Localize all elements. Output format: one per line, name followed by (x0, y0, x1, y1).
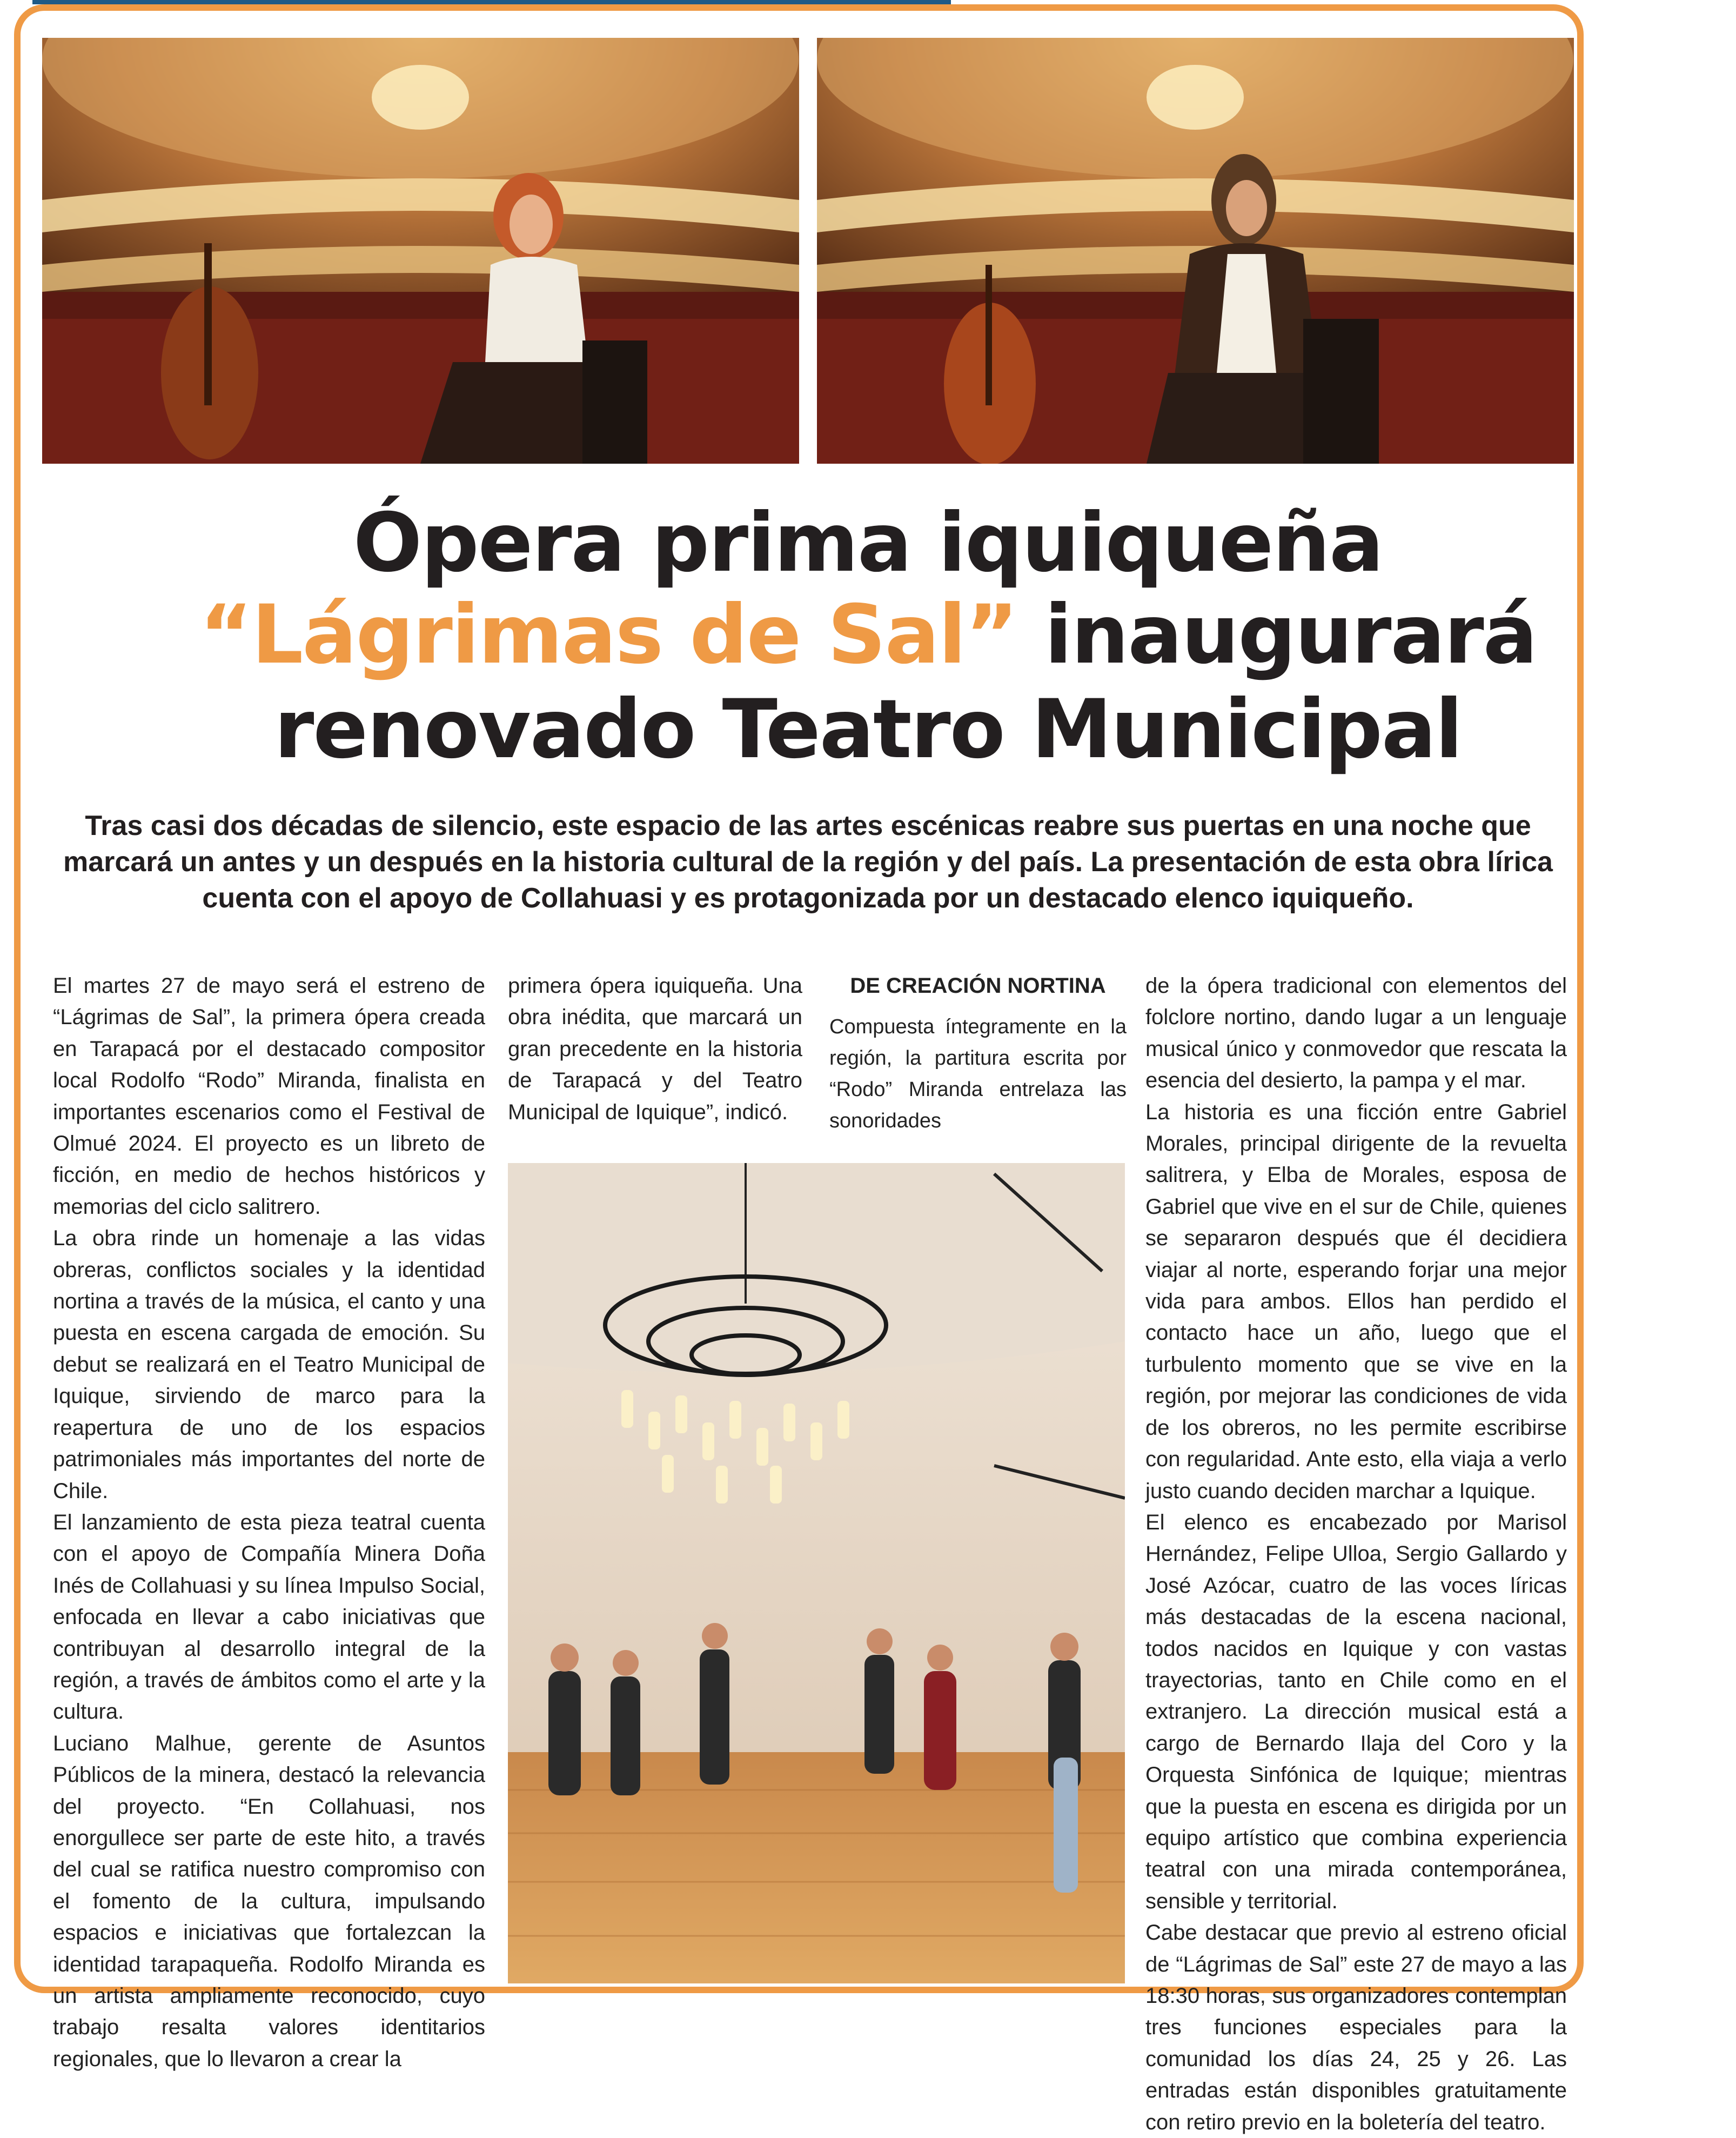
headline-line-1: Ópera prima iquiqueña (353, 496, 1383, 590)
paragraph: Luciano Malhue, gerente de Asuntos Públicos de la minera, destacó la relevancia del proyecto. “En Collahuasi, nos enorgullece ser parte de este hito, a través del cual se ratifica nuestro compromiso con el fomento de la cultura, impulsando espacios e iniciativas que fortalezcan la identidad tarapaqueña. Rodolfo Miranda es un artista ampliamente reconocido, cuyo trabajo resalta valores identitarios regionales, que lo llevaron a crear la (53, 1731, 485, 2071)
headline-line-3: renovado Teatro Municipal (274, 683, 1462, 777)
paragraph: El martes 27 de mayo será el estreno de “Lágrimas de Sal”, la primera ópera creada en Tarapacá por el destacado compositor local Rodolfo “Rodo” Miranda, finalista en importantes escenarios como el Festival de Olmué 2024. El proyecto es un libreto de ficción, en medio de hechos históricos y memorias del ciclo salitrero. (53, 974, 485, 1219)
headline-line-2 (32, 588, 1704, 682)
top-rule (32, 0, 951, 4)
paragraph: La historia es una ficción entre Gabriel Morales, principal dirigente de la revuelta salitrera, y Elba de Morales, esposa de Gabriel que vive en el sur de Chile, quienes se separaron después que él decidiera viajar al norte, esperando forjar una mejor vida para ambos. Ellos han perdido el contacto hace un año, luego que el turbulento momento que se vive en la región, por mejorar las condiciones de vida de los obreros, no les permite escribirse con regularidad. Ante esto, ella viaja a verlo justo cuando deciden marchar a Iquique. (1145, 1100, 1567, 1503)
headline-line-2-rest: inaugurará (1017, 588, 1537, 682)
paragraph: El elenco es encabezado por Marisol Hernández, Felipe Ulloa, Sergio Gallardo y José Azócar, cuatro de las voces líricas más destacadas de la escena nacional, todos nacidos en Iquique y con vastas trayectorias, tanto en Chile como en el extranjero. La dirección musical está a cargo de Bernardo Ilaja del Coro y la Orquesta Sinfónica de Iquique; mientras que la puesta en escena es dirigida por un equipo artístico que combina experiencia teatral con una mirada contemporánea, sensible y territorial. (1145, 1510, 1567, 1913)
paragraph: de la ópera tradicional con elementos del folclore nortino, dando lugar a un lenguaje musical único y conmovedor que rescata la esencia del desierto, la pampa y el mar. (1145, 974, 1567, 1093)
paragraph: Cabe destacar que previo al estreno oficial de “Lágrimas de Sal” este 27 de mayo a las 18:30 horas, sus organizadores contemplan tres funciones especiales para la comunidad los días 24, 25 y 26. Las entradas están disponibles gratuitamente con retiro previo en la boletería del teatro. (1145, 1921, 1567, 2134)
lead-paragraph: Tras casi dos décadas de silencio, este espacio de las artes escénicas reabre sus puertas en una noche que marcará un antes y un después en la historia cultural de la región y del país. La presentación de esta obra lírica cuenta con el apoyo de Collahuasi y es protagonizada por un destacado elenco iquiqueño. (63, 810, 1553, 914)
article-column-3 (829, 970, 1127, 1137)
article-column-2 (508, 970, 802, 1128)
article-column-4 (1145, 970, 1567, 2138)
section-subhead: DE CREACIÓN NORTINA (850, 974, 1106, 998)
photo-singer-in-theatre (817, 38, 1574, 464)
paragraph: La obra rinde un homenaje a las vidas obreras, conflictos sociales y la identidad nortina a través de la música, el canto y una puesta en escena cargada de emoción. Su debut se realizará en el Teatro Municipal de Iquique, sirviendo de marco para la reapertura de uno de los espacios patrimoniales más importantes del norte de Chile. (53, 1226, 485, 1503)
paragraph: El lanzamiento de esta pieza teatral cuenta con el apoyo de Compañía Minera Doña Inés de Collahuasi y su línea Impulso Social, enfocada en llevar a cabo iniciativas que contribuyan al desarrollo integral de la región, a través de ámbitos como el arte y la cultura. (53, 1510, 485, 1724)
headline-opera-title: “Lágrimas de Sal” (199, 588, 1017, 682)
article-column-1 (53, 970, 485, 2075)
photo-rehearsal-room (508, 1163, 1125, 1983)
photo-soprano-in-theatre (42, 38, 799, 464)
paragraph: primera ópera iquiqueña. Una obra inédita, que marcará un gran precedente en la historia de Tarapacá y del Teatro Municipal de Iquique”, indicó. (508, 974, 802, 1124)
paragraph: Compuesta íntegramente en la región, la partitura escrita por “Rodo” Miranda entrelaza las sonoridades (829, 1015, 1127, 1133)
